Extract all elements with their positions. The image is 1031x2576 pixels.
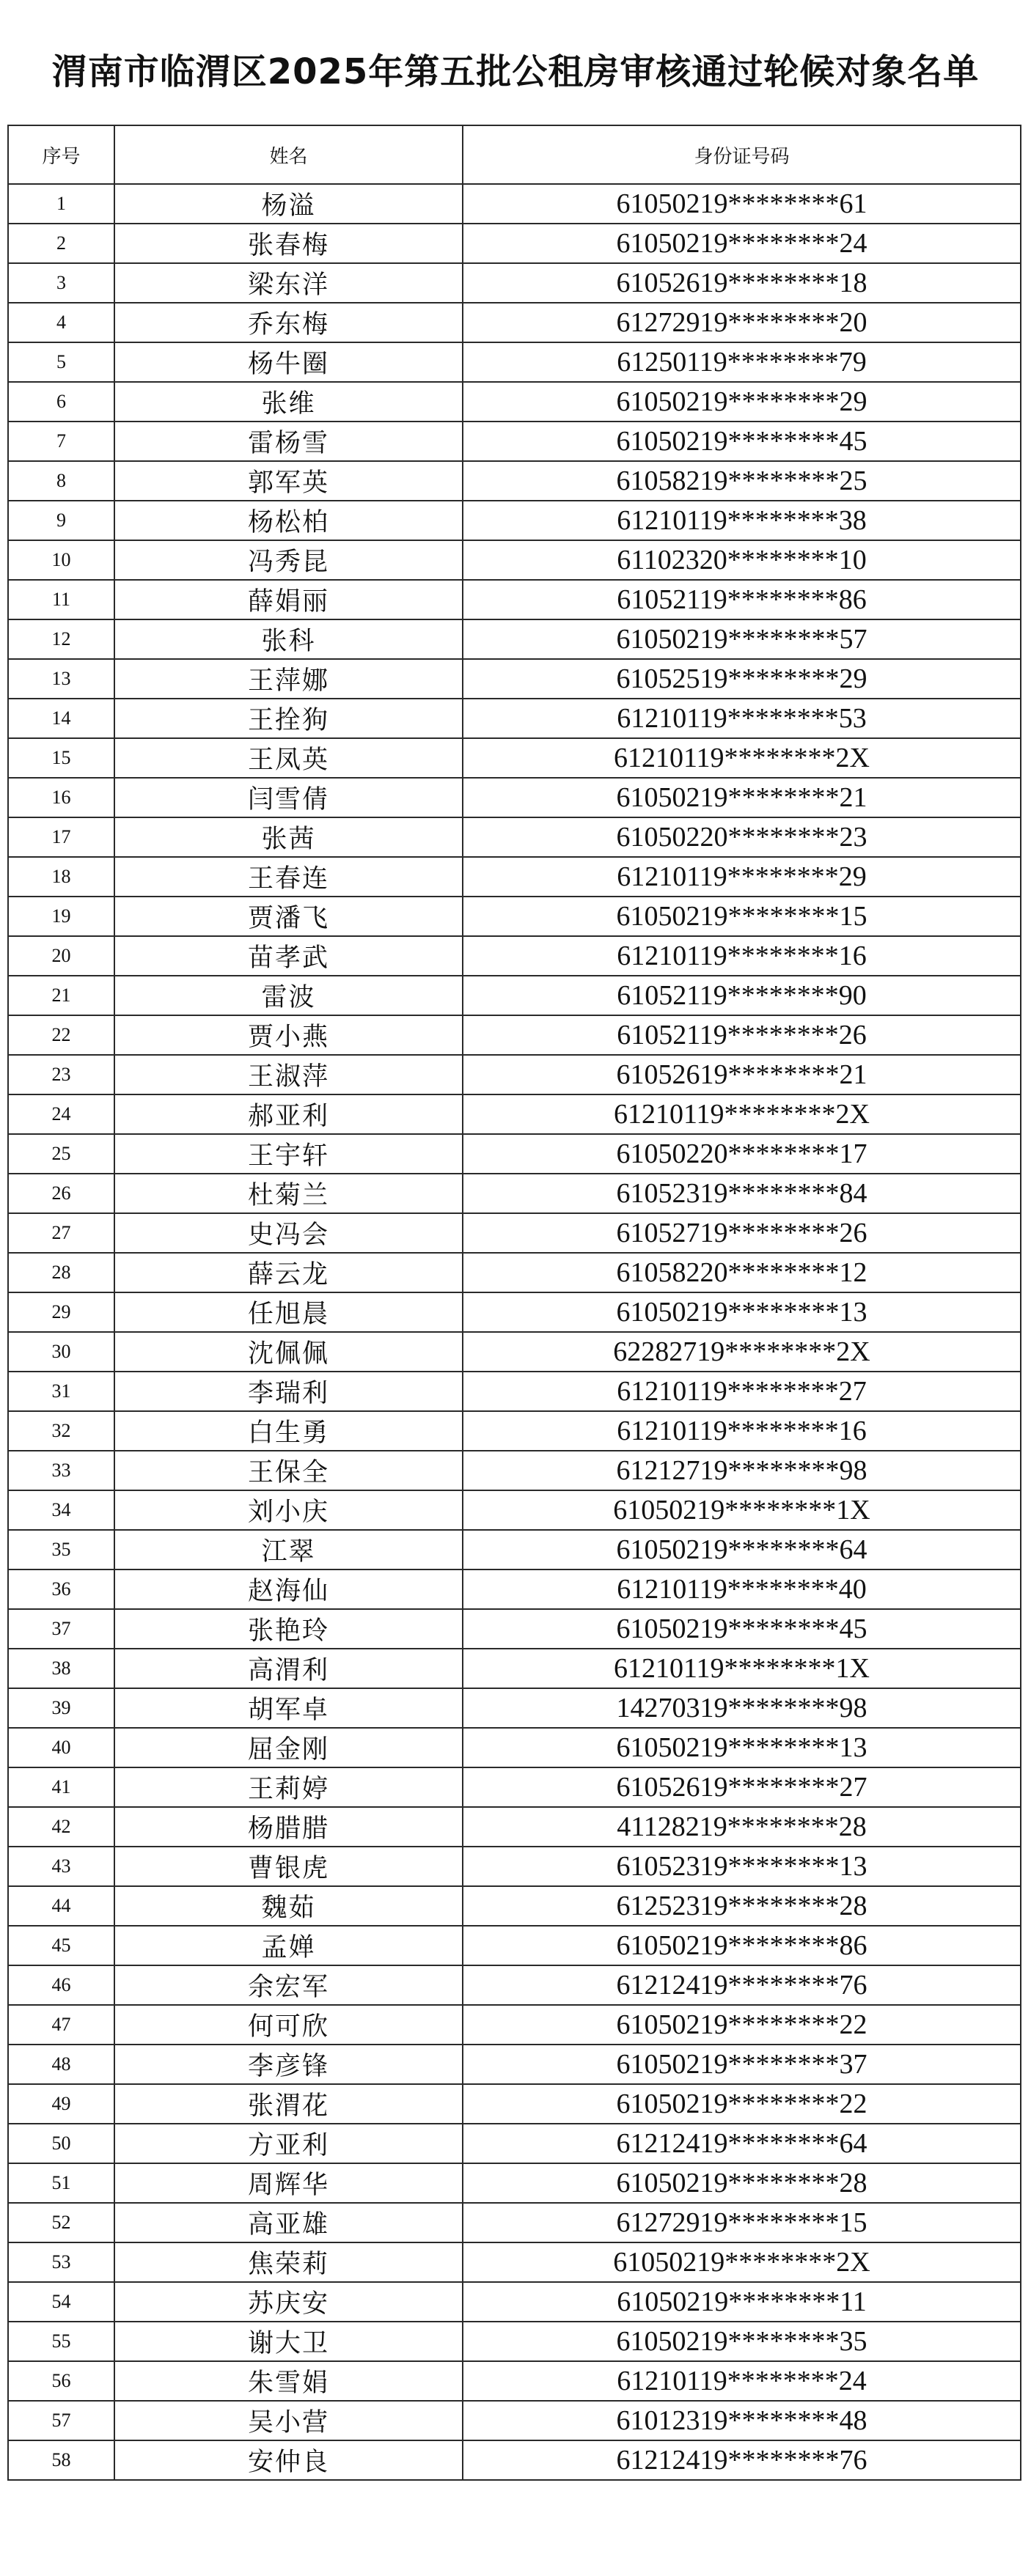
row-number-cell: 29 [8,1292,114,1332]
row-id-number-cell: 61210119********16 [463,1411,1021,1451]
row-number-cell: 11 [8,580,114,619]
row-id-number-cell: 61050219********2X [463,2242,1021,2282]
row-id-number-cell: 61052319********84 [463,1174,1021,1213]
row-id-number-cell: 61210119********16 [463,936,1021,976]
row-id-number-cell: 61050219********24 [463,224,1021,263]
table-row [8,857,1021,897]
row-name-cell: 胡军卓 [114,1688,463,1728]
row-name-cell: 江翠 [114,1530,463,1569]
table-row [8,1055,1021,1094]
row-id-number-cell: 61050219********22 [463,2084,1021,2124]
row-number-cell: 52 [8,2203,114,2242]
table-row [8,1649,1021,1688]
table-row [8,501,1021,540]
row-id-number-cell: 61212419********76 [463,2440,1021,2480]
table-row [8,1767,1021,1807]
row-id-number-cell: 61050219********61 [463,184,1021,224]
row-name-cell: 梁东洋 [114,263,463,303]
row-number-cell: 10 [8,540,114,580]
row-id-number-cell: 61052319********13 [463,1847,1021,1886]
row-number-cell: 13 [8,659,114,699]
row-name-cell: 屈金刚 [114,1728,463,1767]
row-number-cell: 39 [8,1688,114,1728]
row-name-cell: 孟婵 [114,1926,463,1965]
row-id-number-cell: 61210119********27 [463,1372,1021,1411]
row-id-number-cell: 61210119********38 [463,501,1021,540]
table-row [8,738,1021,778]
row-number-cell: 47 [8,2005,114,2045]
table-row [8,1332,1021,1372]
table-row [8,1213,1021,1253]
row-name-cell: 杨松柏 [114,501,463,540]
row-name-cell: 李瑞利 [114,1372,463,1411]
row-number-cell: 22 [8,1015,114,1055]
row-name-cell: 王春连 [114,857,463,897]
table-row [8,2242,1021,2282]
row-name-cell: 杨腊腊 [114,1807,463,1847]
row-name-cell: 安仲良 [114,2440,463,2480]
row-id-number-cell: 61272919********20 [463,303,1021,342]
table-row [8,1688,1021,1728]
table-row [8,817,1021,857]
table-row [8,1134,1021,1174]
row-name-cell: 郝亚利 [114,1094,463,1134]
table-row [8,422,1021,461]
table-row [8,1292,1021,1332]
row-name-cell: 焦荣莉 [114,2242,463,2282]
row-number-cell: 58 [8,2440,114,2480]
row-id-number-cell: 61050220********17 [463,1134,1021,1174]
row-number-cell: 9 [8,501,114,540]
table-row [8,1490,1021,1530]
row-id-number-cell: 61210119********24 [463,2361,1021,2401]
table-row [8,342,1021,382]
row-id-number-cell: 61058219********25 [463,461,1021,501]
row-id-number-cell: 61052619********27 [463,1767,1021,1807]
row-name-cell: 高亚雄 [114,2203,463,2242]
row-number-cell: 35 [8,1530,114,1569]
row-name-cell: 魏茹 [114,1886,463,1926]
row-number-cell: 14 [8,699,114,738]
row-number-cell: 7 [8,422,114,461]
row-name-cell: 张茜 [114,817,463,857]
row-name-cell: 刘小庆 [114,1490,463,1530]
row-id-number-cell: 61050219********11 [463,2282,1021,2322]
row-id-number-cell: 61050219********13 [463,1728,1021,1767]
row-id-number-cell: 61050219********35 [463,2322,1021,2361]
row-number-cell: 21 [8,976,114,1015]
table-row [8,382,1021,422]
table-row [8,1926,1021,1965]
row-name-cell: 闫雪倩 [114,778,463,817]
row-number-cell: 27 [8,1213,114,1253]
table-row [8,1253,1021,1292]
row-id-number-cell: 14270319********98 [463,1688,1021,1728]
row-id-number-cell: 61052119********90 [463,976,1021,1015]
row-name-cell: 薛娟丽 [114,580,463,619]
table-row [8,2361,1021,2401]
row-name-cell: 郭军英 [114,461,463,501]
row-name-cell: 王凤英 [114,738,463,778]
row-name-cell: 张春梅 [114,224,463,263]
row-name-cell: 贾潘飞 [114,897,463,936]
table-row [8,2163,1021,2203]
row-id-number-cell: 61050219********28 [463,2163,1021,2203]
row-name-cell: 王莉婷 [114,1767,463,1807]
row-name-cell: 张渭花 [114,2084,463,2124]
row-name-cell: 张艳玲 [114,1609,463,1649]
table-row [8,461,1021,501]
row-number-cell: 41 [8,1767,114,1807]
row-name-cell: 曹银虎 [114,1847,463,1886]
row-id-number-cell: 61272919********15 [463,2203,1021,2242]
row-number-cell: 36 [8,1569,114,1609]
row-number-cell: 37 [8,1609,114,1649]
row-number-cell: 28 [8,1253,114,1292]
table-row [8,224,1021,263]
row-number-cell: 38 [8,1649,114,1688]
table-row [8,580,1021,619]
column-header-id: 身份证号码 [463,125,1021,184]
row-id-number-cell: 61052619********21 [463,1055,1021,1094]
row-name-cell: 方亚利 [114,2124,463,2163]
table-row [8,1451,1021,1490]
row-name-cell: 贾小燕 [114,1015,463,1055]
row-name-cell: 沈佩佩 [114,1332,463,1372]
row-number-cell: 4 [8,303,114,342]
row-number-cell: 17 [8,817,114,857]
table-row [8,2084,1021,2124]
row-name-cell: 赵海仙 [114,1569,463,1609]
row-id-number-cell: 61058220********12 [463,1253,1021,1292]
row-number-cell: 31 [8,1372,114,1411]
row-number-cell: 30 [8,1332,114,1372]
row-id-number-cell: 61050219********15 [463,897,1021,936]
table-row [8,1372,1021,1411]
row-id-number-cell: 61050219********64 [463,1530,1021,1569]
row-id-number-cell: 61212719********98 [463,1451,1021,1490]
row-number-cell: 19 [8,897,114,936]
row-name-cell: 王萍娜 [114,659,463,699]
table-row [8,1609,1021,1649]
row-id-number-cell: 61050219********57 [463,619,1021,659]
row-id-number-cell: 61252319********28 [463,1886,1021,1926]
row-name-cell: 薛云龙 [114,1253,463,1292]
row-number-cell: 49 [8,2084,114,2124]
table-row [8,1530,1021,1569]
row-number-cell: 44 [8,1886,114,1926]
row-id-number-cell: 61050220********23 [463,817,1021,857]
row-number-cell: 16 [8,778,114,817]
row-number-cell: 26 [8,1174,114,1213]
table-row [8,263,1021,303]
row-name-cell: 李彦锋 [114,2045,463,2084]
row-id-number-cell: 61210119********2X [463,738,1021,778]
table-row [8,540,1021,580]
row-number-cell: 53 [8,2242,114,2282]
table-row [8,1411,1021,1451]
table-row [8,2124,1021,2163]
row-name-cell: 周辉华 [114,2163,463,2203]
table-row [8,936,1021,976]
table-row [8,2322,1021,2361]
row-name-cell: 雷杨雪 [114,422,463,461]
row-name-cell: 王保全 [114,1451,463,1490]
column-header-number: 序号 [8,125,114,184]
row-number-cell: 54 [8,2282,114,2322]
roster-table [7,125,1021,2481]
row-id-number-cell: 61210119********1X [463,1649,1021,1688]
row-name-cell: 乔东梅 [114,303,463,342]
row-id-number-cell: 61210119********40 [463,1569,1021,1609]
row-id-number-cell: 61210119********29 [463,857,1021,897]
row-id-number-cell: 61212419********64 [463,2124,1021,2163]
row-number-cell: 32 [8,1411,114,1451]
row-name-cell: 冯秀昆 [114,540,463,580]
table-row [8,2282,1021,2322]
table-row [8,2440,1021,2480]
row-id-number-cell: 61050219********45 [463,422,1021,461]
row-number-cell: 3 [8,263,114,303]
row-number-cell: 46 [8,1965,114,2005]
row-number-cell: 2 [8,224,114,263]
row-id-number-cell: 61050219********45 [463,1609,1021,1649]
row-number-cell: 51 [8,2163,114,2203]
row-id-number-cell: 62282719********2X [463,1332,1021,1372]
row-number-cell: 48 [8,2045,114,2084]
row-name-cell: 吴小营 [114,2401,463,2440]
table-row [8,2045,1021,2084]
row-number-cell: 25 [8,1134,114,1174]
row-name-cell: 王宇轩 [114,1134,463,1174]
row-id-number-cell: 61050219********21 [463,778,1021,817]
row-number-cell: 18 [8,857,114,897]
row-id-number-cell: 61250119********79 [463,342,1021,382]
row-name-cell: 何可欣 [114,2005,463,2045]
table-row [8,699,1021,738]
row-id-number-cell: 61212419********76 [463,1965,1021,2005]
table-header-row [8,125,1021,184]
row-number-cell: 57 [8,2401,114,2440]
page-title: 渭南市临渭区2025年第五批公租房审核通过轮候对象名单 [51,51,980,92]
row-number-cell: 40 [8,1728,114,1767]
row-number-cell: 8 [8,461,114,501]
row-name-cell: 王拴狗 [114,699,463,738]
row-name-cell: 苏庆安 [114,2282,463,2322]
row-name-cell: 任旭晨 [114,1292,463,1332]
row-number-cell: 12 [8,619,114,659]
table-row [8,976,1021,1015]
row-id-number-cell: 61050219********37 [463,2045,1021,2084]
row-id-number-cell: 61050219********29 [463,382,1021,422]
row-id-number-cell: 61210119********2X [463,1094,1021,1134]
row-number-cell: 56 [8,2361,114,2401]
row-id-number-cell: 61050219********1X [463,1490,1021,1530]
table-row [8,1015,1021,1055]
row-name-cell: 杨溢 [114,184,463,224]
row-name-cell: 白生勇 [114,1411,463,1451]
row-id-number-cell: 61052519********29 [463,659,1021,699]
row-number-cell: 43 [8,1847,114,1886]
row-number-cell: 23 [8,1055,114,1094]
row-number-cell: 20 [8,936,114,976]
row-number-cell: 5 [8,342,114,382]
row-name-cell: 张维 [114,382,463,422]
row-name-cell: 史冯会 [114,1213,463,1253]
table-row [8,619,1021,659]
table-row [8,1965,1021,2005]
row-id-number-cell: 61210119********53 [463,699,1021,738]
row-id-number-cell: 61102320********10 [463,540,1021,580]
table-row [8,303,1021,342]
row-number-cell: 33 [8,1451,114,1490]
row-number-cell: 15 [8,738,114,778]
table-row [8,1174,1021,1213]
row-id-number-cell: 61050219********86 [463,1926,1021,1965]
row-id-number-cell: 61052119********26 [463,1015,1021,1055]
table-row [8,1728,1021,1767]
row-id-number-cell: 61052119********86 [463,580,1021,619]
table-row [8,2203,1021,2242]
row-name-cell: 张科 [114,619,463,659]
table-row [8,1094,1021,1134]
roster-body [8,184,1021,2480]
row-name-cell: 余宏军 [114,1965,463,2005]
table-row [8,778,1021,817]
row-id-number-cell: 61052719********26 [463,1213,1021,1253]
row-number-cell: 50 [8,2124,114,2163]
row-number-cell: 42 [8,1807,114,1847]
row-number-cell: 34 [8,1490,114,1530]
table-row [8,2401,1021,2440]
row-name-cell: 杜菊兰 [114,1174,463,1213]
row-number-cell: 55 [8,2322,114,2361]
row-id-number-cell: 41128219********28 [463,1807,1021,1847]
row-number-cell: 45 [8,1926,114,1965]
row-name-cell: 朱雪娟 [114,2361,463,2401]
row-id-number-cell: 61050219********22 [463,2005,1021,2045]
row-number-cell: 1 [8,184,114,224]
row-name-cell: 雷波 [114,976,463,1015]
table-row [8,184,1021,224]
row-name-cell: 杨牛圈 [114,342,463,382]
row-name-cell: 王淑萍 [114,1055,463,1094]
table-row [8,2005,1021,2045]
row-id-number-cell: 61050219********13 [463,1292,1021,1332]
row-id-number-cell: 61052619********18 [463,263,1021,303]
table-row [8,1569,1021,1609]
table-row [8,897,1021,936]
table-row [8,1807,1021,1847]
table-row [8,1847,1021,1886]
row-id-number-cell: 61012319********48 [463,2401,1021,2440]
column-header-name: 姓名 [114,125,463,184]
row-name-cell: 谢大卫 [114,2322,463,2361]
row-number-cell: 6 [8,382,114,422]
table-row [8,659,1021,699]
row-name-cell: 苗孝武 [114,936,463,976]
row-number-cell: 24 [8,1094,114,1134]
row-name-cell: 高渭利 [114,1649,463,1688]
table-row [8,1886,1021,1926]
